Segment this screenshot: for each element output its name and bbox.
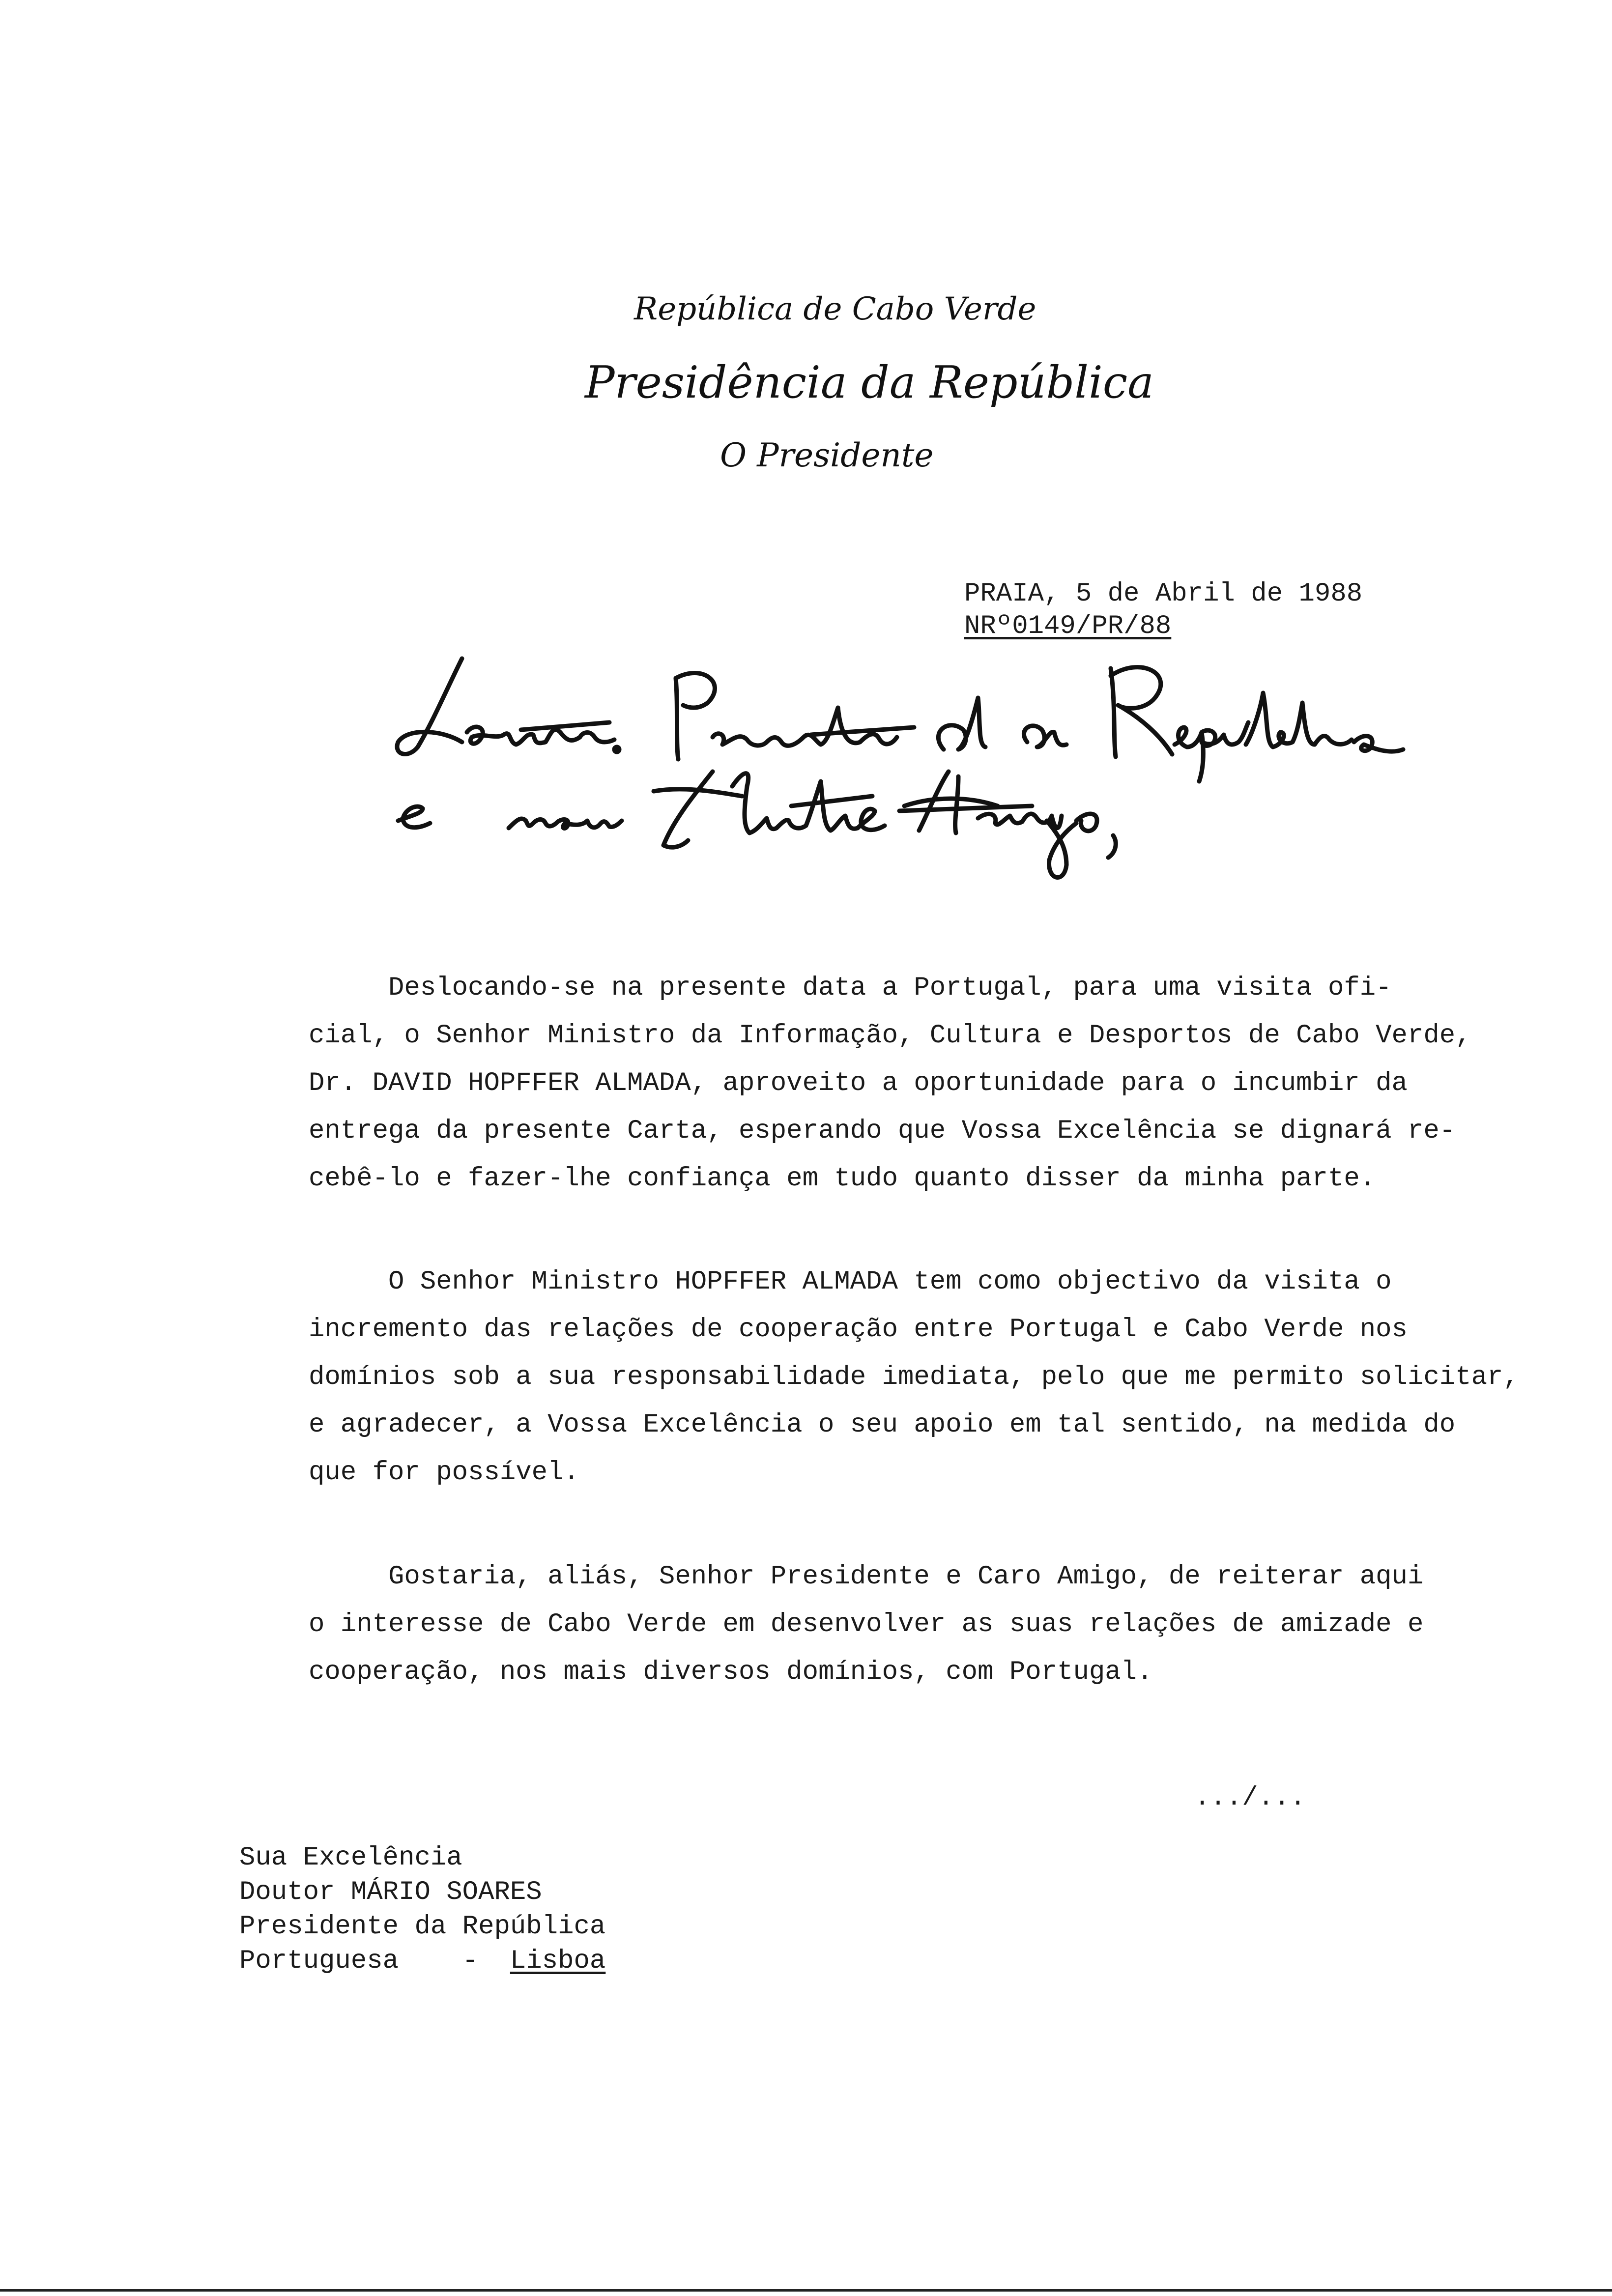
addressee-country: Portuguesa - — [239, 1946, 510, 1976]
letterhead-country: República de Cabo Verde — [634, 291, 1036, 327]
paragraph-line: cial, o Senhor Ministro da Informação, Cultura e Desportos de Cabo Verde, — [309, 1021, 1471, 1051]
paragraph-line: o interesse de Cabo Verde em desenvolver as suas relações de amizade e — [309, 1609, 1424, 1639]
addressee-position: Presidente da República — [239, 1912, 606, 1942]
handwriting-drawing — [388, 649, 1578, 904]
body-paragraph-3 — [309, 1553, 1547, 1696]
addressee-name: Doutor MÁRIO SOARES — [239, 1877, 542, 1907]
paragraph-line: incremento das relações de cooperação entre Portugal e Cabo Verde nos — [309, 1315, 1408, 1345]
paragraph-line: entrega da presente Carta, esperando que Vossa Excelência se dignará re- — [309, 1116, 1456, 1146]
addressee-location — [239, 1944, 605, 1979]
addressee-block — [239, 1841, 605, 1979]
paragraph-line: Deslocando-se na presente data a Portugal, para uma visita ofi- — [309, 973, 1392, 1003]
paragraph-line: domínios sob a sua responsabilidade imediata, pelo que me permito solicitar, — [309, 1362, 1519, 1392]
paragraph-line: cooperação, nos mais diversos domínios, com Portugal. — [309, 1657, 1153, 1687]
letterhead-institution: Presidência da República — [585, 357, 1154, 408]
paragraph-line: cebê-lo e fazer-lhe confiança em tudo quanto disser da minha parte. — [309, 1164, 1376, 1194]
handwritten-salutation — [388, 649, 1578, 904]
body-paragraph-2 — [309, 1258, 1547, 1496]
paragraph-line: O Senhor Ministro HOPFFER ALMADA tem como objectivo da visita o — [309, 1267, 1392, 1297]
paragraph-line: e agradecer, a Vossa Excelência o seu apoio em tal sentido, na medida do — [309, 1410, 1456, 1440]
letter-date: PRAIA, 5 de Abril de 1988 — [964, 579, 1363, 609]
letterhead-office: O Presidente — [720, 436, 934, 474]
body-paragraph-1 — [309, 964, 1547, 1203]
page-bottom-rule — [0, 2289, 1612, 2292]
addressee-city: Lisboa — [510, 1946, 606, 1976]
paragraph-line: Dr. DAVID HOPFFER ALMADA, aproveito a oportunidade para o incumbir da — [309, 1068, 1408, 1098]
paragraph-line: Gostaria, aliás, Senhor Presidente e Caro Amigo, de reiterar aqui — [309, 1562, 1424, 1592]
addressee-title: Sua Excelência — [239, 1843, 462, 1873]
paragraph-line: que for possível. — [309, 1458, 579, 1488]
reference-number: NRº0149/PR/88 — [964, 611, 1172, 641]
continuation-marker: .../... — [1194, 1783, 1306, 1813]
